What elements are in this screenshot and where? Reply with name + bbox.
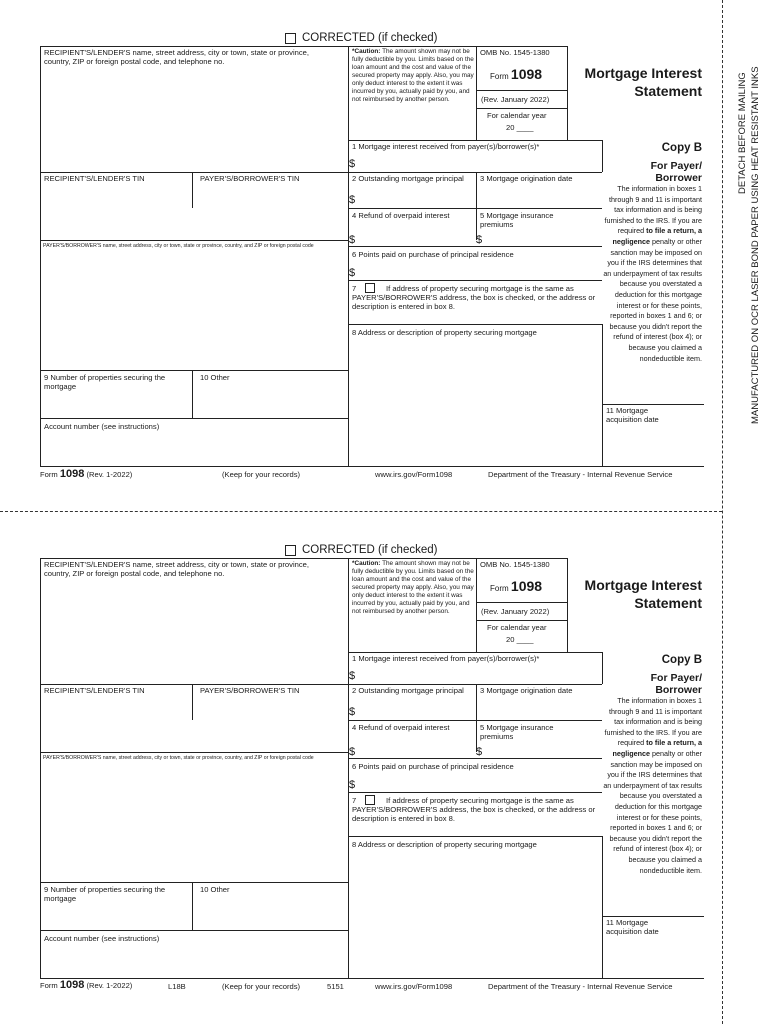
corrected-checkbox[interactable] <box>285 33 296 44</box>
box4-dollar: $ <box>349 234 356 246</box>
box11-label: 11 Mortgage acquisition date <box>606 918 659 936</box>
recipient-tin-label: RECIPIENT'S/LENDER'S TIN <box>44 174 145 183</box>
box4-dollar: $ <box>349 746 356 758</box>
footer-code: L18B <box>168 982 186 991</box>
box1-label: 1 Mortgage interest received from payer(s)/borrower(s)* <box>352 142 540 151</box>
form-1098-bottom <box>40 544 704 992</box>
for-payer-label: For Payer/ Borrower <box>650 672 702 696</box>
box7-label: If address of property securing mortgage is the same as PAYER'S/BORROWER'S address, the box is checked, or the address or description is entered in box 8. <box>352 796 596 823</box>
box2-dollar: $ <box>349 706 356 718</box>
box3-label: 3 Mortgage origination date <box>480 174 573 183</box>
calendar-year-field[interactable]: 20 ____ <box>506 123 534 132</box>
footer-url: www.irs.gov/Form1098 <box>375 982 453 991</box>
box10-label: 10 Other <box>200 373 230 382</box>
box7-number: 7 <box>352 796 357 805</box>
footer-dept: Department of the Treasury - Internal Revenue Service <box>488 982 673 991</box>
box5-dollar: $ <box>476 234 483 246</box>
box6-dollar: $ <box>349 779 356 791</box>
box4-label: 4 Refund of overpaid interest <box>352 723 450 732</box>
payer-name-label: PAYER'S/BORROWER'S name, street address, city or town, state or province, country, and ZIP or foreign postal code <box>43 243 314 249</box>
footer-keep: (Keep for your records) <box>222 982 301 991</box>
for-payer-label: For Payer/ Borrower <box>650 160 702 184</box>
form-number: Form 1098 <box>490 66 543 82</box>
box7-checkbox[interactable] <box>365 283 375 293</box>
omb-number: OMB No. 1545-1380 <box>480 560 550 569</box>
box4-label: 4 Refund of overpaid interest <box>352 211 450 220</box>
box6-label: 6 Points paid on purchase of principal residence <box>352 762 514 771</box>
calendar-year-label: For calendar year <box>487 623 547 632</box>
corrected-label: CORRECTED (if checked) <box>302 544 438 556</box>
box7-checkbox[interactable] <box>365 795 375 805</box>
horizontal-cut-line <box>0 511 722 512</box>
info-text: The information in boxes 1 through 9 and 11 is important tax information and is being furnished to the IRS. If you are required to file a return, a negligence penalty or other sanction may be imposed on you if the IRS determines that an underpayment of tax results because you overstated a deduction for this mortgage interest or for these points, reported in boxes 1 and 6; or because you didn't report the refund of interest (box 4); or because you claimed a nondeductible item. <box>603 184 702 363</box>
calendar-year-label: For calendar year <box>487 111 547 120</box>
box11-label: 11 Mortgage acquisition date <box>606 406 659 424</box>
info-text: The information in boxes 1 through 9 and 11 is important tax information and is being furnished to the IRS. If you are required to file a return, a negligence penalty or other sanction may be imposed on you if the IRS determines that an underpayment of tax results because you overstated a deduction for this mortgage interest or for these points, reported in boxes 1 and 6; or because you didn't report the refund of interest (box 4); or because you claimed a nondeductible item. <box>603 696 702 875</box>
footer-keep: (Keep for your records) <box>222 470 301 479</box>
calendar-year-field[interactable]: 20 ____ <box>506 635 534 644</box>
copy-label: Copy B <box>661 654 702 666</box>
box3-label: 3 Mortgage origination date <box>480 686 573 695</box>
box8-label: 8 Address or description of property securing mortgage <box>352 840 537 849</box>
recipient-name-label: RECIPIENT'S/LENDER'S name, street address, city or town, state or province, country, ZIP or foreign postal code, and telephone no. <box>44 48 309 66</box>
footer-url: www.irs.gov/Form1098 <box>375 470 453 479</box>
box2-label: 2 Outstanding mortgage principal <box>352 174 464 183</box>
caution-note: *Caution: The amount shown may not be fully deductible by you. Limits based on the loan amount and the cost and value of the secured property may apply. Also, you may only deduct interest to the extent it was incurred by you, actually paid by you, and not reimbursed by another person. <box>352 48 474 103</box>
box1-dollar: $ <box>349 670 356 682</box>
payer-name-label: PAYER'S/BORROWER'S name, street address, city or town, state or province, country, and ZIP or foreign postal code <box>43 755 314 761</box>
payer-tin-label: PAYER'S/BORROWER'S TIN <box>200 686 300 695</box>
side-text-detach: DETACH BEFORE MAILING <box>737 72 748 194</box>
box6-dollar: $ <box>349 267 356 279</box>
copy-label: Copy B <box>661 142 702 154</box>
footer-form: Form 1098 (Rev. 1-2022) <box>40 468 133 480</box>
revision-date: (Rev. January 2022) <box>481 607 550 616</box>
footer-dept: Department of the Treasury - Internal Revenue Service <box>488 470 673 479</box>
form-1098-top <box>40 32 704 480</box>
footer-number: 5151 <box>327 982 344 991</box>
corrected-checkbox[interactable] <box>285 545 296 556</box>
box6-label: 6 Points paid on purchase of principal residence <box>352 250 514 259</box>
box7-label: If address of property securing mortgage is the same as PAYER'S/BORROWER'S address, the box is checked, or the address or description is entered in box 8. <box>352 284 596 311</box>
box2-dollar: $ <box>349 194 356 206</box>
box9-label: 9 Number of properties securing the mortgage <box>44 373 166 391</box>
payer-tin-label: PAYER'S/BORROWER'S TIN <box>200 174 300 183</box>
revision-date: (Rev. January 2022) <box>481 95 550 104</box>
account-number-label: Account number (see instructions) <box>44 422 160 431</box>
recipient-name-label: RECIPIENT'S/LENDER'S name, street address, city or town, state or province, country, ZIP or foreign postal code, and telephone no. <box>44 560 309 578</box>
form-title: Mortgage Interest Statement <box>584 65 702 99</box>
side-text-manufactured: MANUFACTURED ON OCR LASER BOND PAPER USING HEAT RESISTANT INKS <box>750 66 761 424</box>
recipient-tin-label: RECIPIENT'S/LENDER'S TIN <box>44 686 145 695</box>
box7-number: 7 <box>352 284 357 293</box>
box8-label: 8 Address or description of property securing mortgage <box>352 328 537 337</box>
caution-note: *Caution: The amount shown may not be fully deductible by you. Limits based on the loan amount and the cost and value of the secured property may apply. Also, you may only deduct interest to the extent it was incurred by you, actually paid by you, and not reimbursed by another person. <box>352 560 474 615</box>
box5-label: 5 Mortgage insurance premiums <box>480 723 554 741</box>
form-title: Mortgage Interest Statement <box>584 577 702 611</box>
box2-label: 2 Outstanding mortgage principal <box>352 686 464 695</box>
footer-form: Form 1098 (Rev. 1-2022) <box>40 979 133 991</box>
form-number: Form 1098 <box>490 578 543 594</box>
box5-label: 5 Mortgage insurance premiums <box>480 211 554 229</box>
box10-label: 10 Other <box>200 885 230 894</box>
box5-dollar: $ <box>476 746 483 758</box>
account-number-label: Account number (see instructions) <box>44 934 160 943</box>
omb-number: OMB No. 1545-1380 <box>480 48 550 57</box>
box1-label: 1 Mortgage interest received from payer(s)/borrower(s)* <box>352 654 540 663</box>
vertical-cut-line <box>722 0 723 1024</box>
box1-dollar: $ <box>349 158 356 170</box>
box9-label: 9 Number of properties securing the mortgage <box>44 885 166 903</box>
corrected-label: CORRECTED (if checked) <box>302 32 438 44</box>
